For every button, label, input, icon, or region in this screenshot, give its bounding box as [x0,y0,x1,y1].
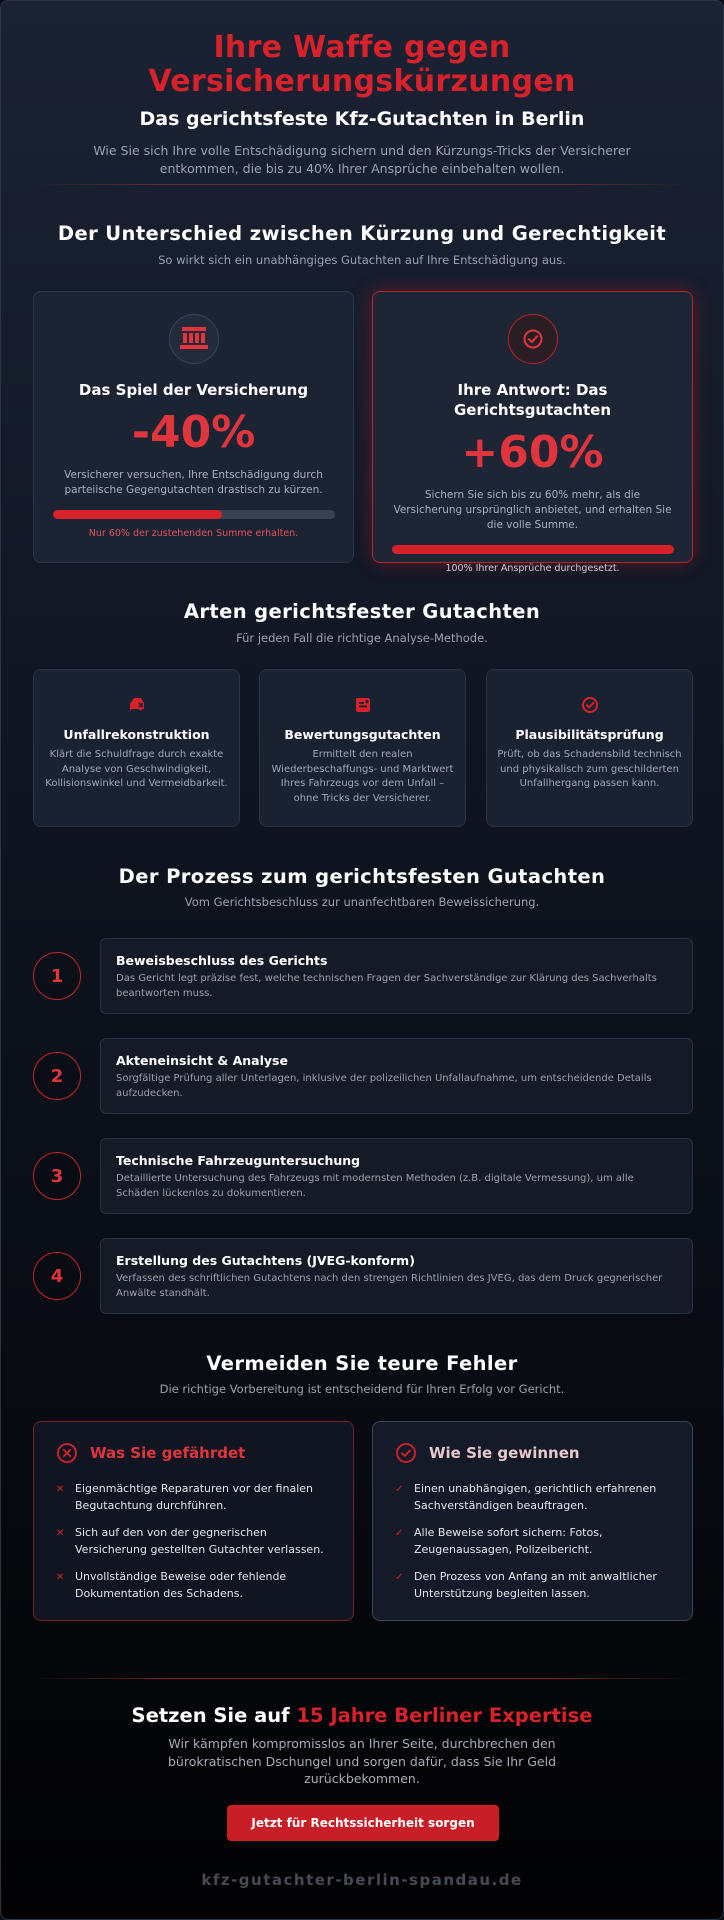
type-text: Klärt die Schuldfrage durch exakte Analyse von Geschwindigkeit, Kollisionswinkel und Vermeidbarkeit. [45,749,228,789]
step-text: Sorgfältige Prüfung aller Unterlagen, inklusive der polizeilichen Unfallaufnahme, um entscheidende Details aufzudecken. [116,1073,652,1099]
list-item-text: Sich auf den von der gegnerischen Versicherung gestellten Gutachter verlassen. [75,1526,324,1556]
cta-text: Wir kämpfen kompromisslos an Ihrer Seite, durchbrechen den bürokratischen Dschungel und sorgen dafür, dass Sie Ihr Geld zurückbekommen. [167,1736,557,1786]
court-report-heading: Ihre Antwort: Das Gerichtsgutachten [454,381,611,419]
list-item-text: Den Prozess von Anfang an mit anwaltlicher Unterstützung begleiten lassen. [414,1570,657,1600]
list-item-text: Alle Beweise sofort sichern: Fotos, Zeugenaussagen, Polizeibericht. [414,1526,603,1556]
step-text: Verfassen des schriftlichen Gutachtens nach den strengen Richtlinien des JVEG, das dem Druck gegnerischer Anwälte standhält. [116,1273,663,1299]
court-report-progress-bar [392,545,674,554]
court-report-text: Sichern Sie sich bis zu 60% mehr, als die Versicherung ursprünglich anbietet, und erhalten Sie die volle Summe. [393,489,672,531]
risk-list [56,1480,333,1602]
step-title: Erstellung des Gutachtens (JVEG-konform) [116,1253,415,1268]
x-mark-icon: ✕ [56,1484,65,1495]
check-circle-icon [508,314,558,364]
list-item [56,1524,333,1558]
file-invoice-icon [352,694,374,716]
types-title: Arten gerichtsfester Gutachten [183,600,541,623]
insurance-progress-bar [53,510,335,519]
court-report-figure: +60% [461,427,604,478]
step-number: 4 [33,1252,81,1300]
type-card-reconstruction [33,669,240,827]
car-crash-icon [126,694,148,716]
check-mark-icon: ✓ [395,1572,404,1583]
cta-title-highlight: 15 Jahre Berliner Expertise [296,1704,593,1727]
insurance-card [33,291,354,563]
step-card [100,1138,693,1214]
step-title: Beweisbeschluss des Gerichts [116,953,328,968]
type-text: Prüft, ob das Schadensbild technisch und physikalisch zum geschilderten Unfallhergang passen kann. [497,749,682,789]
step-card [100,1238,693,1314]
type-title: Unfallrekonstruktion [63,727,210,742]
cta-title-prefix: Setzen Sie auf [131,1704,297,1727]
cta-button[interactable]: Jetzt für Rechtssicherheit sorgen [227,1805,499,1841]
x-mark-icon: ✕ [56,1528,65,1539]
type-title: Bewertungsgutachten [284,727,441,742]
check-circle-icon [395,1442,417,1464]
insurance-note: Nur 60% der zustehenden Summe erhalten. [88,528,299,539]
hero-title-line2: Versicherungskürzungen [148,64,576,99]
court-report-note: 100% Ihrer Ansprüche durchgesetzt. [445,563,620,574]
type-card-plausibility [486,669,693,827]
hero-title-line1: Ihre Waffe gegen [213,30,511,65]
x-mark-icon: ✕ [56,1572,65,1583]
bank-icon [169,314,219,364]
comparison-title: Der Unterschied zwischen Kürzung und Gerechtigkeit [57,222,667,245]
type-title: Plausibilitätsprüfung [515,727,664,742]
hero-subtitle: Das gerichtsfeste Kfz-Gutachten in Berlin [139,108,585,130]
check-mark-icon: ✓ [395,1528,404,1539]
insurance-text: Versicherer versuchen, Ihre Entschädigung durch parteiische Gegengutachten drastisch zu kürzen. [64,469,323,496]
process-title: Der Prozess zum gerichtsfesten Gutachten [118,865,606,888]
court-report-card [372,291,693,574]
risk-card [33,1421,354,1621]
risk-heading: Was Sie gefährdet [90,1444,246,1462]
list-item [395,1480,672,1514]
step-number: 3 [33,1152,81,1200]
mistakes-title: Vermeiden Sie teure Fehler [206,1352,518,1375]
mistakes-subtitle: Die richtige Vorbereitung ist entscheidend für Ihren Erfolg vor Gericht. [159,1382,565,1396]
court-report-progress-fill [392,545,674,554]
cta-title [1,1704,723,1727]
type-card-valuation [259,669,466,827]
hero-title [1,31,723,99]
step-title: Akteneinsicht & Analyse [116,1053,288,1068]
step-card [100,938,693,1014]
list-item-text: Eigenmächtige Reparaturen vor der finalen Begutachtung durchführen. [75,1482,313,1512]
success-header [395,1442,672,1464]
step-text: Detaillierte Untersuchung des Fahrzeugs mit modernsten Methoden (z.B. digitale Vermessung), um alle Schäden lückenlos zu dokumentieren. [116,1173,634,1199]
x-circle-icon [56,1442,78,1464]
step-number: 2 [33,1052,81,1100]
step-number: 1 [33,952,81,1000]
insurance-figure: -40% [131,407,256,458]
type-text: Ermittelt den realen Wiederbeschaffungs- und Marktwert Ihres Fahrzeugs vor dem Unfall – ohne Tricks der Versicherer. [271,749,454,804]
list-item [395,1524,672,1558]
success-card [372,1421,693,1621]
step-card [100,1038,693,1114]
step-title: Technische Fahrzeuguntersuchung [116,1153,361,1168]
insurance-heading: Das Spiel der Versicherung [78,381,309,399]
comparison-subtitle: So wirkt sich ein unabhängiges Gutachten auf Ihre Entschädigung aus. [158,253,566,267]
footer-domain: kfz-gutachter-berlin-spandau.de [201,1871,523,1889]
hero-divider [33,184,691,185]
check-circle-icon [579,694,601,716]
list-item [56,1568,333,1602]
list-item [395,1568,672,1602]
success-list [395,1480,672,1602]
hero [1,1,723,178]
step-text: Das Gericht legt präzise fest, welche technischen Fragen der Sachverständige zur Klärung des Sachverhalts beantworten muss. [116,973,657,999]
process-subtitle: Vom Gerichtsbeschluss zur unanfechtbaren Beweissicherung. [184,895,540,909]
check-mark-icon: ✓ [395,1484,404,1495]
types-subtitle: Für jeden Fall die richtige Analyse-Methode. [236,631,488,645]
success-heading: Wie Sie gewinnen [429,1444,580,1462]
list-item-text: Einen unabhängigen, gerichtlich erfahrenen Sachverständigen beauftragen. [414,1482,657,1512]
insurance-progress-fill [53,510,222,519]
list-item [56,1480,333,1514]
risk-header [56,1442,333,1464]
hero-intro: Wie Sie sich Ihre volle Entschädigung sichern und den Kürzungs-Tricks der Versicherer entkommen, die bis zu 40% Ihrer Ansprüche einbehalten wollen. [93,143,631,176]
cta-divider [33,1678,691,1679]
list-item-text: Unvollständige Beweise oder fehlende Dokumentation des Schadens. [75,1570,287,1600]
